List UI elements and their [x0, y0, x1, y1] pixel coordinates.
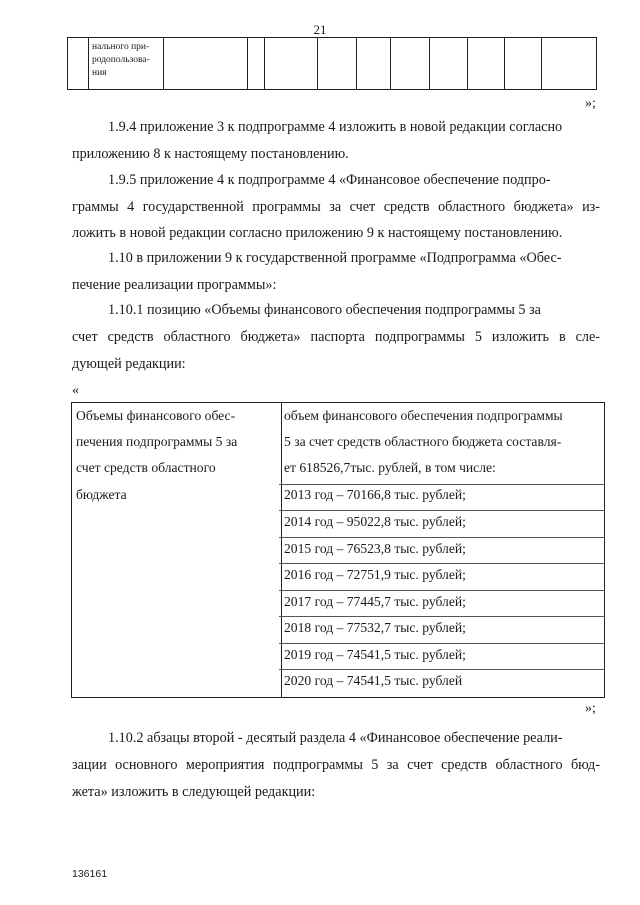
table-cell-line: нального при-: [92, 42, 150, 52]
table-cell: [164, 38, 248, 90]
funding-year-line: 2020 год – 74541,5 тыс. рублей: [284, 673, 463, 688]
table-cell: [430, 38, 468, 90]
funding-year-line: 2014 год – 95022,8 тыс. рублей;: [284, 514, 466, 529]
paragraph-line: 1.9.4 приложение 3 к подпрограмме 4 изложить в новой редакции согласно: [108, 119, 563, 135]
paragraph-line: жета» изложить в следующей редакции:: [72, 784, 316, 800]
row-separator: [279, 643, 605, 644]
paragraph-line: ложить в новой редакции согласно приложению 9 к настоящему постановлению.: [72, 225, 563, 241]
paragraph-line: граммы 4 государственной программы за счет средств областного бюджета» из-: [72, 199, 600, 215]
paragraph-line: счет средств областного бюджета» паспорта подпрограммы 5 изложить в сле-: [72, 329, 600, 345]
table-cell: [542, 38, 597, 90]
row-separator: [279, 616, 605, 617]
table-cell-line: родопользова-: [92, 55, 150, 65]
closing-quote-mark: »;: [585, 701, 596, 716]
funding-year-line: 2019 год – 74541,5 тыс. рублей;: [284, 647, 466, 662]
page-number: 21: [313, 22, 327, 37]
table-cell-line: ния: [92, 68, 107, 78]
funding-year-line: 2018 год – 77532,7 тыс. рублей;: [284, 620, 466, 635]
table-cell: [318, 38, 357, 90]
funding-year-line: 2016 год – 72751,9 тыс. рублей;: [284, 567, 466, 582]
table-cell: [265, 38, 318, 90]
paragraph-line: зации основного мероприятия подпрограммы 5 за счет средств областного бюд-: [72, 757, 600, 773]
paragraph-line: 1.10 в приложении 9 к государственной программе «Подпрограмма «Обес-: [108, 250, 562, 266]
continuation-table: [67, 37, 597, 90]
funding-label-line: счет средств областного: [76, 460, 216, 475]
row-separator: [279, 669, 605, 670]
funding-intro-line: 5 за счет средств областного бюджета составля-: [284, 434, 562, 449]
table-cell: [357, 38, 391, 90]
table-cell: [391, 38, 430, 90]
paragraph-line: 1.10.2 абзацы второй - десятый раздела 4 «Финансовое обеспечение реали-: [108, 730, 563, 746]
funding-label-line: Объемы финансового обес-: [76, 408, 236, 423]
row-separator: [279, 537, 605, 538]
paragraph-line: 1.9.5 приложение 4 к подпрограмме 4 «Финансовое обеспечение подпро-: [108, 172, 551, 188]
funding-label-line: бюджета: [76, 487, 127, 502]
paragraph-line: приложению 8 к настоящему постановлению.: [72, 146, 349, 162]
funding-intro-line: ет 618526,7тыс. рублей, в том числе:: [284, 460, 496, 475]
document-code: 136161: [72, 868, 108, 880]
paragraph-line: дующей редакции:: [72, 356, 186, 372]
table-cell: [248, 38, 265, 90]
paragraph-line: печение реализации программы»:: [72, 277, 277, 293]
table-cell: [89, 38, 164, 90]
closing-quote-mark: »;: [585, 96, 596, 111]
paragraph-line: 1.10.1 позицию «Объемы финансового обеспечения подпрограммы 5 за: [108, 302, 541, 318]
row-separator: [279, 590, 605, 591]
funding-year-line: 2015 год – 76523,8 тыс. рублей;: [284, 541, 466, 556]
opening-quote-mark: «: [72, 383, 79, 398]
table-cell: [68, 38, 89, 90]
row-separator: [279, 563, 605, 564]
table-cell: [505, 38, 542, 90]
table-cell-text: [89, 38, 163, 80]
funding-year-line: 2017 год – 77445,7 тыс. рублей;: [284, 594, 466, 609]
funding-intro-line: объем финансового обеспечения подпрограммы: [284, 408, 563, 423]
funding-label-line: печения подпрограммы 5 за: [76, 434, 238, 449]
row-separator: [279, 510, 605, 511]
table-cell: [468, 38, 505, 90]
row-separator: [279, 484, 605, 485]
funding-year-line: 2013 год – 70166,8 тыс. рублей;: [284, 487, 466, 502]
